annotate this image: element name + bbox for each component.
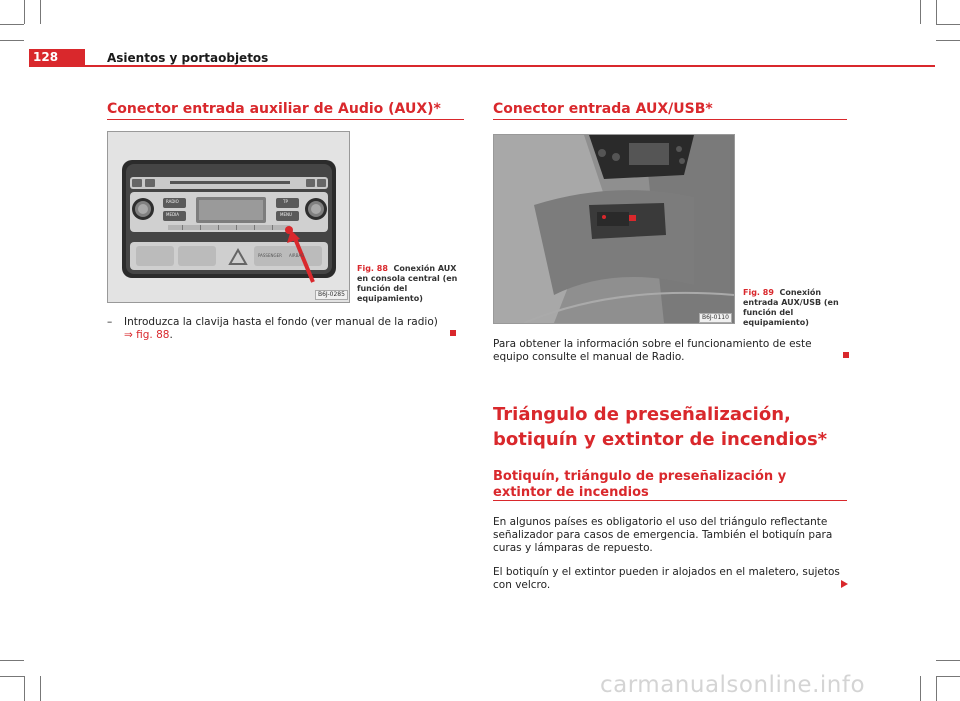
header-rule	[29, 65, 935, 67]
figure-88-caption	[357, 264, 465, 304]
section-end-mark	[843, 352, 849, 358]
crop-mark	[24, 676, 25, 701]
section-rule	[493, 119, 847, 120]
subsection-title: Botiquín, triángulo de preseñalización y extintor de incendios	[493, 469, 787, 500]
crop-mark	[24, 0, 25, 24]
radio-label-radio: RADIO	[166, 199, 179, 204]
figure-89-caption	[743, 288, 851, 328]
crop-mark	[0, 676, 24, 677]
crop-mark	[936, 40, 960, 41]
figure-reference-link[interactable]: ⇒ fig. 88	[124, 329, 170, 341]
figure-89-console	[493, 134, 735, 324]
crop-mark	[936, 676, 937, 701]
section-title-aux: Conector entrada auxiliar de Audio (AUX)*	[107, 101, 441, 117]
page-number: 128	[29, 49, 85, 66]
instruction-dash: –	[107, 316, 113, 328]
crop-mark	[936, 660, 960, 661]
chapter-title: Triángulo de preseñalización, botiquín y extintor de incendios*	[493, 404, 828, 450]
section-rule	[107, 119, 464, 120]
continue-arrow-icon	[841, 580, 848, 588]
radio-illustration	[108, 132, 349, 302]
section-title-aux-usb: Conector entrada AUX/USB*	[493, 101, 713, 117]
paragraph-radio-manual: Para obtener la información sobre el funcionamiento de este equipo consulte el manual de Radio.	[493, 338, 812, 363]
radio-label-airbag: AIRBAG	[289, 253, 305, 258]
page-header-title: Asientos y portaobjetos	[107, 51, 269, 65]
radio-label-passenger: PASSENGER	[258, 253, 282, 258]
radio-label-media: MEDIA	[166, 212, 179, 217]
crop-mark	[920, 676, 921, 701]
paragraph-triangle: En algunos países es obligatorio el uso del triángulo reflectante señalizador para casos de emergencia. También el botiquín para curas y lámparas de repuesto.	[493, 516, 833, 554]
figure-caption-text: Conexión entrada AUX/USB (en función del equipamiento)	[743, 288, 839, 327]
figure-code: B6J-0285	[315, 290, 348, 300]
crop-mark	[0, 40, 24, 41]
watermark: carmanualsonline.info	[600, 672, 866, 698]
crop-mark	[936, 0, 937, 24]
radio-label-menu: MENU	[280, 212, 292, 217]
crop-mark	[0, 660, 24, 661]
figure-88-radio	[107, 131, 350, 303]
paragraph-extinguisher: El botiquín y el extintor pueden ir alojados en el maletero, sujetos con velcro.	[493, 566, 840, 591]
crop-mark	[936, 676, 960, 677]
crop-mark	[40, 676, 41, 701]
crop-mark	[920, 0, 921, 24]
figure-label: Fig. 89	[743, 288, 774, 297]
crop-mark	[0, 24, 24, 25]
console-illustration	[494, 135, 734, 323]
crop-mark	[40, 0, 41, 24]
instruction-text: Introduzca la clavija hasta el fondo (ver manual de la radio) ⇒ fig. 88.	[124, 316, 438, 341]
radio-label-tp: TP	[283, 199, 288, 204]
crop-mark	[936, 24, 960, 25]
section-rule	[493, 500, 847, 501]
section-end-mark	[450, 330, 456, 336]
figure-code: B6J-0110	[699, 313, 732, 323]
figure-caption-text: Conexión AUX en consola central (en función del equipamiento)	[357, 264, 458, 303]
figure-label: Fig. 88	[357, 264, 388, 273]
